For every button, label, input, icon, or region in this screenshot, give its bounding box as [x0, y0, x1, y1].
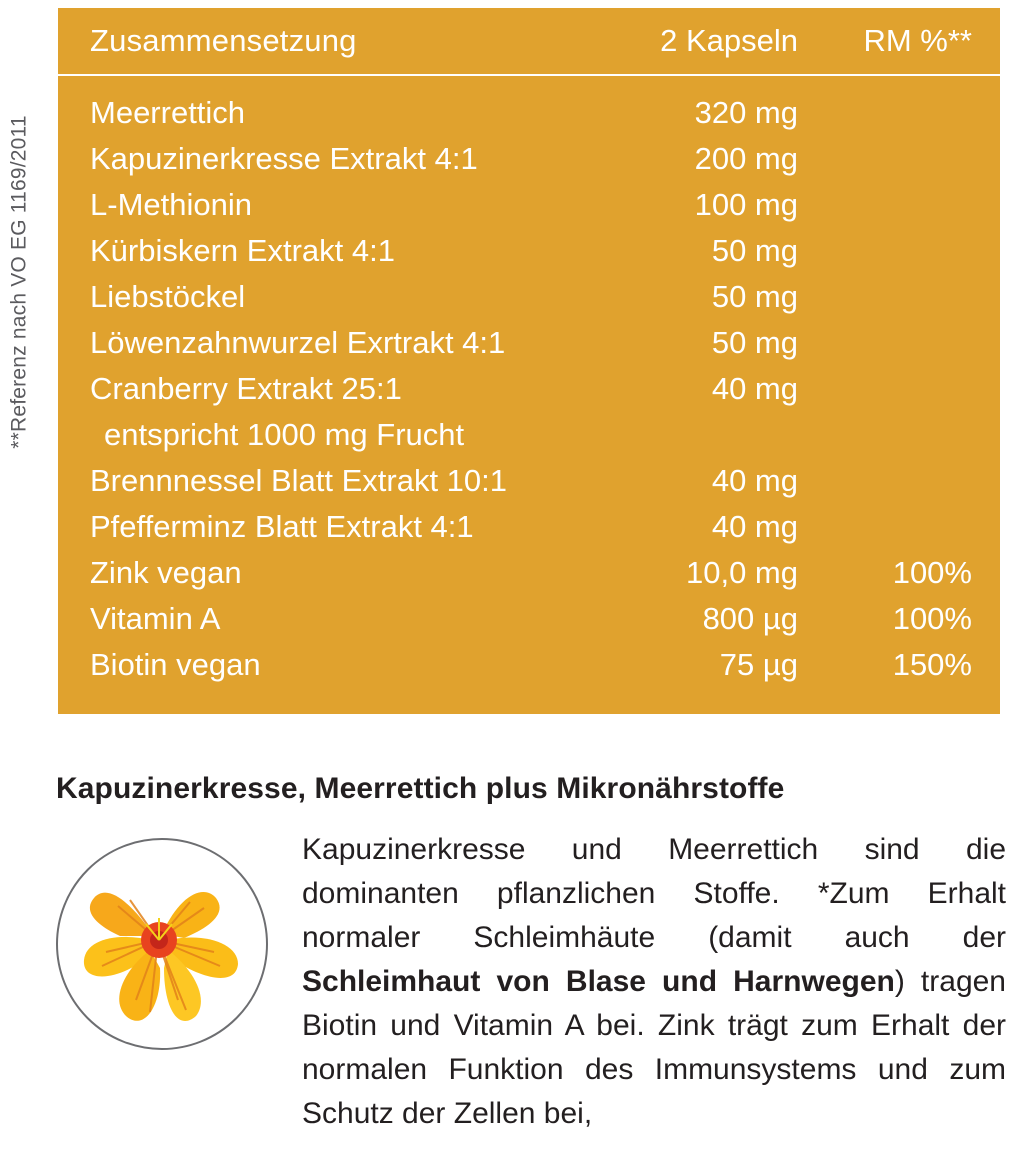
table-row — [90, 550, 972, 596]
table-row — [90, 596, 972, 642]
flower-image-wrapper — [56, 828, 272, 1050]
table-row — [90, 458, 972, 504]
row-name: Löwenzahnwurzel Exrtrakt 4:1 — [90, 325, 506, 360]
row-rm: 100% — [892, 555, 972, 590]
table-row — [90, 642, 972, 688]
row-name: Brennnessel Blatt Extrakt 10:1 — [90, 463, 508, 498]
reference-side-note — [0, 115, 40, 770]
row-amount: 50 mg — [711, 279, 798, 314]
composition-table-header — [58, 8, 1000, 76]
table-row — [90, 504, 972, 550]
nasturtium-flower-icon — [56, 838, 268, 1050]
row-name: L-Methionin — [90, 187, 252, 222]
row-name: Meerrettich — [90, 95, 246, 130]
row-amount: 800 µg — [702, 601, 798, 636]
table-row — [90, 412, 972, 458]
reference-side-note-text: **Referenz nach VO EG 1169/2011 — [8, 115, 31, 449]
paragraph-bold-phrase: Schleimhaut von Blase und Harnwegen — [302, 965, 895, 998]
row-amount: 50 mg — [711, 233, 798, 268]
row-name: entspricht 1000 mg Frucht — [104, 417, 465, 452]
row-name: Pfefferminz Blatt Extrakt 4:1 — [90, 509, 474, 544]
table-row — [90, 182, 972, 228]
row-amount: 10,0 mg — [685, 555, 798, 590]
composition-table-body — [58, 76, 1000, 714]
table-row — [90, 90, 972, 136]
paragraph-part-1: Kapuzinerkresse und Meerrettich sind die dominanten pflanzlichen Stoffe. *Zum Erhalt normaler Schleimhäute (damit auch der — [302, 833, 1006, 954]
row-name: Vitamin A — [90, 601, 221, 636]
row-amount: 40 mg — [711, 509, 798, 544]
row-name: Cranberry Extrakt 25:1 — [90, 371, 402, 406]
column-header-rm: RM %** — [863, 23, 972, 58]
row-name: Liebstöckel — [90, 279, 246, 314]
table-row — [90, 320, 972, 366]
row-rm: 100% — [892, 601, 972, 636]
row-amount: 100 mg — [694, 187, 798, 222]
table-row — [90, 136, 972, 182]
row-amount: 50 mg — [711, 325, 798, 360]
row-amount: 40 mg — [711, 463, 798, 498]
composition-table — [58, 8, 1000, 714]
row-amount: 40 mg — [711, 371, 798, 406]
column-header-composition: Zusammensetzung — [90, 23, 357, 58]
row-name: Kürbiskern Extrakt 4:1 — [90, 233, 395, 268]
table-row — [90, 228, 972, 274]
description-block — [56, 828, 1006, 1136]
row-amount: 75 µg — [719, 647, 798, 682]
table-row — [90, 274, 972, 320]
row-amount: 200 mg — [694, 141, 798, 176]
description-paragraph — [272, 828, 1006, 1136]
row-name: Zink vegan — [90, 555, 242, 590]
row-name: Biotin vegan — [90, 647, 261, 682]
paragraph-part-2: ) tragen Biotin und Vitamin A bei. Zink trägt zum Erhalt der normalen Funktion des Immunsystems und zum Schutz der Zellen bei, — [302, 965, 1006, 1130]
table-row — [90, 366, 972, 412]
row-name: Kapuzinerkresse Extrakt 4:1 — [90, 141, 478, 176]
column-header-amount: 2 Kapseln — [660, 23, 798, 58]
row-rm: 150% — [892, 647, 972, 682]
section-headline: Kapuzinerkresse, Meerrettich plus Mikronährstoffe — [56, 772, 785, 805]
row-amount: 320 mg — [694, 95, 798, 130]
